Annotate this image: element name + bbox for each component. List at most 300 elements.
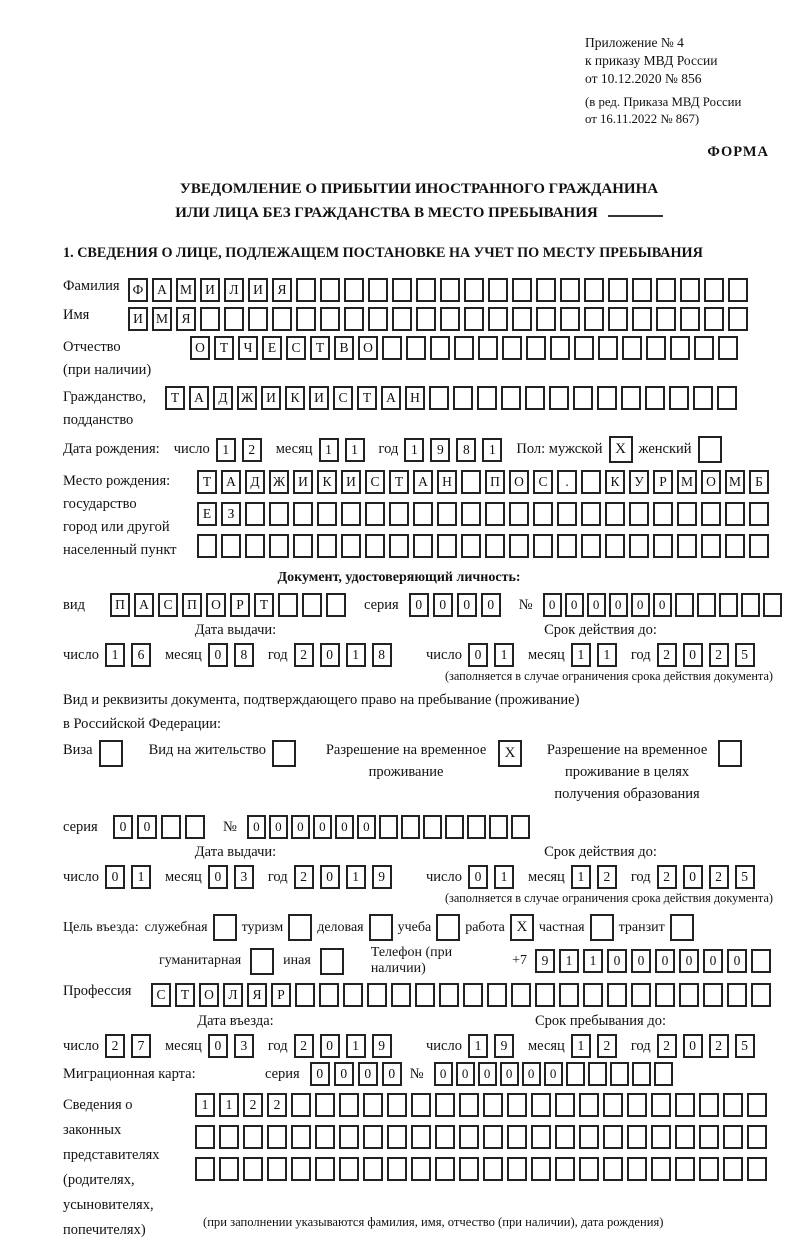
char-box[interactable] bbox=[581, 470, 601, 494]
char-box[interactable]: С bbox=[365, 470, 385, 494]
char-box[interactable]: М bbox=[725, 470, 745, 494]
char-box[interactable] bbox=[608, 307, 628, 331]
char-box[interactable] bbox=[719, 593, 738, 617]
char-box[interactable]: Т bbox=[197, 470, 217, 494]
checkbox-study[interactable] bbox=[436, 914, 460, 941]
char-box[interactable]: С bbox=[158, 593, 178, 617]
char-box[interactable] bbox=[728, 307, 748, 331]
char-box[interactable] bbox=[704, 307, 724, 331]
char-box[interactable] bbox=[717, 386, 737, 410]
char-box[interactable] bbox=[581, 534, 601, 558]
char-box[interactable] bbox=[566, 1062, 585, 1086]
char-box[interactable]: Е bbox=[262, 336, 282, 360]
char-box[interactable]: М bbox=[152, 307, 172, 331]
char-box[interactable] bbox=[725, 502, 745, 526]
char-box[interactable]: М bbox=[176, 278, 196, 302]
char-box[interactable]: 0 bbox=[609, 593, 628, 617]
char-box[interactable] bbox=[411, 1125, 431, 1149]
char-box[interactable] bbox=[437, 534, 457, 558]
char-box[interactable] bbox=[243, 1125, 263, 1149]
char-box[interactable] bbox=[315, 1157, 335, 1181]
char-box[interactable]: Я bbox=[272, 278, 292, 302]
char-box[interactable]: 0 bbox=[320, 865, 340, 889]
char-box[interactable] bbox=[467, 815, 486, 839]
char-box[interactable] bbox=[535, 983, 555, 1007]
checkbox-residence-permit[interactable] bbox=[272, 740, 296, 767]
char-box[interactable]: О bbox=[199, 983, 219, 1007]
char-box[interactable] bbox=[382, 336, 402, 360]
char-box[interactable]: А bbox=[134, 593, 154, 617]
char-box[interactable] bbox=[699, 1157, 719, 1181]
char-box[interactable]: 2 bbox=[709, 643, 729, 667]
char-box[interactable]: 1 bbox=[597, 643, 617, 667]
char-box[interactable] bbox=[725, 534, 745, 558]
char-box[interactable] bbox=[363, 1125, 383, 1149]
char-box[interactable]: 0 bbox=[679, 949, 699, 973]
char-box[interactable] bbox=[488, 307, 508, 331]
char-box[interactable] bbox=[459, 1125, 479, 1149]
char-box[interactable] bbox=[632, 307, 652, 331]
char-box[interactable]: О bbox=[358, 336, 378, 360]
char-box[interactable]: Т bbox=[254, 593, 274, 617]
char-box[interactable]: 3 bbox=[234, 865, 254, 889]
char-box[interactable] bbox=[560, 278, 580, 302]
char-box[interactable] bbox=[387, 1157, 407, 1181]
char-box[interactable]: 1 bbox=[345, 438, 365, 462]
char-box[interactable] bbox=[533, 502, 553, 526]
char-box[interactable] bbox=[560, 307, 580, 331]
char-box[interactable]: 2 bbox=[709, 1034, 729, 1058]
char-box[interactable] bbox=[430, 336, 450, 360]
char-box[interactable] bbox=[416, 307, 436, 331]
char-box[interactable] bbox=[245, 534, 265, 558]
char-box[interactable]: 5 bbox=[735, 1034, 755, 1058]
char-box[interactable]: 0 bbox=[208, 865, 228, 889]
char-box[interactable] bbox=[549, 386, 569, 410]
char-box[interactable] bbox=[295, 983, 315, 1007]
char-box[interactable] bbox=[291, 1157, 311, 1181]
char-box[interactable]: Ж bbox=[269, 470, 289, 494]
checkbox-male[interactable]: X bbox=[609, 436, 633, 463]
char-box[interactable] bbox=[747, 1093, 767, 1117]
char-box[interactable] bbox=[653, 502, 673, 526]
char-box[interactable] bbox=[413, 502, 433, 526]
char-box[interactable]: 1 bbox=[346, 1034, 366, 1058]
char-box[interactable] bbox=[296, 278, 316, 302]
char-box[interactable]: И bbox=[341, 470, 361, 494]
char-box[interactable]: Ф bbox=[128, 278, 148, 302]
char-box[interactable] bbox=[559, 983, 579, 1007]
char-box[interactable]: 2 bbox=[657, 643, 677, 667]
char-box[interactable]: 0 bbox=[683, 865, 703, 889]
char-box[interactable]: 0 bbox=[683, 643, 703, 667]
char-box[interactable] bbox=[550, 336, 570, 360]
char-box[interactable]: 1 bbox=[219, 1093, 239, 1117]
char-box[interactable]: О bbox=[206, 593, 226, 617]
char-box[interactable]: 1 bbox=[195, 1093, 215, 1117]
char-box[interactable] bbox=[320, 278, 340, 302]
char-box[interactable] bbox=[727, 983, 747, 1007]
char-box[interactable] bbox=[269, 502, 289, 526]
char-box[interactable]: 2 bbox=[105, 1034, 125, 1058]
char-box[interactable]: О bbox=[509, 470, 529, 494]
char-box[interactable] bbox=[459, 1157, 479, 1181]
char-box[interactable] bbox=[608, 278, 628, 302]
checkbox-female[interactable] bbox=[698, 436, 722, 463]
char-box[interactable]: 5 bbox=[735, 865, 755, 889]
char-box[interactable] bbox=[651, 1157, 671, 1181]
char-box[interactable]: А bbox=[381, 386, 401, 410]
char-box[interactable]: 0 bbox=[358, 1062, 378, 1086]
char-box[interactable]: Л bbox=[223, 983, 243, 1007]
char-box[interactable] bbox=[415, 983, 435, 1007]
char-box[interactable] bbox=[315, 1125, 335, 1149]
char-box[interactable] bbox=[200, 307, 220, 331]
char-box[interactable] bbox=[531, 1157, 551, 1181]
char-box[interactable] bbox=[411, 1157, 431, 1181]
char-box[interactable]: А bbox=[189, 386, 209, 410]
char-box[interactable] bbox=[485, 534, 505, 558]
char-box[interactable] bbox=[507, 1093, 527, 1117]
char-box[interactable] bbox=[509, 534, 529, 558]
char-box[interactable] bbox=[622, 336, 642, 360]
char-box[interactable] bbox=[588, 1062, 607, 1086]
char-box[interactable] bbox=[278, 593, 298, 617]
char-box[interactable]: Т bbox=[357, 386, 377, 410]
char-box[interactable]: 8 bbox=[234, 643, 254, 667]
char-box[interactable] bbox=[401, 815, 420, 839]
char-box[interactable]: 0 bbox=[683, 1034, 703, 1058]
char-box[interactable] bbox=[718, 336, 738, 360]
char-box[interactable]: 1 bbox=[131, 865, 151, 889]
char-box[interactable] bbox=[531, 1093, 551, 1117]
char-box[interactable] bbox=[751, 949, 771, 973]
char-box[interactable]: 1 bbox=[468, 1034, 488, 1058]
char-box[interactable] bbox=[509, 502, 529, 526]
char-box[interactable] bbox=[267, 1125, 287, 1149]
char-box[interactable] bbox=[675, 1093, 695, 1117]
char-box[interactable] bbox=[574, 336, 594, 360]
char-box[interactable]: 0 bbox=[703, 949, 723, 973]
char-box[interactable]: 1 bbox=[571, 643, 591, 667]
char-box[interactable] bbox=[598, 336, 618, 360]
char-box[interactable] bbox=[507, 1125, 527, 1149]
char-box[interactable] bbox=[219, 1125, 239, 1149]
char-box[interactable] bbox=[627, 1157, 647, 1181]
char-box[interactable]: 0 bbox=[208, 643, 228, 667]
char-box[interactable]: Н bbox=[437, 470, 457, 494]
char-box[interactable] bbox=[224, 307, 244, 331]
char-box[interactable] bbox=[669, 386, 689, 410]
char-box[interactable]: С bbox=[286, 336, 306, 360]
char-box[interactable] bbox=[319, 983, 339, 1007]
char-box[interactable] bbox=[291, 1093, 311, 1117]
char-box[interactable] bbox=[461, 470, 481, 494]
char-box[interactable] bbox=[629, 502, 649, 526]
char-box[interactable] bbox=[573, 386, 593, 410]
char-box[interactable]: 6 bbox=[131, 643, 151, 667]
char-box[interactable]: 3 bbox=[234, 1034, 254, 1058]
char-box[interactable]: И bbox=[200, 278, 220, 302]
char-box[interactable] bbox=[461, 502, 481, 526]
char-box[interactable] bbox=[343, 983, 363, 1007]
char-box[interactable]: 0 bbox=[481, 593, 501, 617]
char-box[interactable] bbox=[411, 1093, 431, 1117]
char-box[interactable] bbox=[603, 1093, 623, 1117]
char-box[interactable]: Д bbox=[213, 386, 233, 410]
char-box[interactable]: 1 bbox=[494, 865, 514, 889]
char-box[interactable] bbox=[293, 502, 313, 526]
char-box[interactable] bbox=[501, 386, 521, 410]
char-box[interactable] bbox=[243, 1157, 263, 1181]
char-box[interactable] bbox=[185, 815, 205, 839]
char-box[interactable]: Л bbox=[224, 278, 244, 302]
char-box[interactable]: Ч bbox=[238, 336, 258, 360]
char-box[interactable] bbox=[699, 1125, 719, 1149]
char-box[interactable]: 0 bbox=[208, 1034, 228, 1058]
char-box[interactable] bbox=[248, 307, 268, 331]
char-box[interactable] bbox=[435, 1125, 455, 1149]
char-box[interactable] bbox=[531, 1125, 551, 1149]
char-box[interactable]: 1 bbox=[494, 643, 514, 667]
char-box[interactable]: М bbox=[677, 470, 697, 494]
char-box[interactable] bbox=[221, 534, 241, 558]
char-box[interactable] bbox=[747, 1125, 767, 1149]
char-box[interactable]: С bbox=[333, 386, 353, 410]
char-box[interactable]: И bbox=[309, 386, 329, 410]
char-box[interactable]: 0 bbox=[137, 815, 157, 839]
char-box[interactable] bbox=[555, 1125, 575, 1149]
char-box[interactable]: Т bbox=[214, 336, 234, 360]
char-box[interactable]: Р bbox=[271, 983, 291, 1007]
char-box[interactable] bbox=[423, 815, 442, 839]
char-box[interactable] bbox=[363, 1157, 383, 1181]
char-box[interactable]: И bbox=[261, 386, 281, 410]
char-box[interactable] bbox=[445, 815, 464, 839]
char-box[interactable]: 1 bbox=[319, 438, 339, 462]
char-box[interactable]: А bbox=[413, 470, 433, 494]
char-box[interactable]: П bbox=[182, 593, 202, 617]
char-box[interactable]: К bbox=[285, 386, 305, 410]
char-box[interactable]: 2 bbox=[242, 438, 262, 462]
char-box[interactable] bbox=[680, 278, 700, 302]
char-box[interactable] bbox=[488, 278, 508, 302]
char-box[interactable] bbox=[363, 1093, 383, 1117]
char-box[interactable]: 0 bbox=[631, 593, 650, 617]
char-box[interactable] bbox=[387, 1093, 407, 1117]
char-box[interactable]: 0 bbox=[113, 815, 133, 839]
char-box[interactable]: 0 bbox=[631, 949, 651, 973]
char-box[interactable] bbox=[416, 278, 436, 302]
char-box[interactable]: 0 bbox=[247, 815, 266, 839]
char-box[interactable]: Д bbox=[245, 470, 265, 494]
char-box[interactable] bbox=[291, 1125, 311, 1149]
char-box[interactable] bbox=[763, 593, 782, 617]
char-box[interactable] bbox=[440, 278, 460, 302]
checkbox-business[interactable] bbox=[369, 914, 393, 941]
char-box[interactable]: Т bbox=[389, 470, 409, 494]
char-box[interactable] bbox=[631, 983, 651, 1007]
char-box[interactable] bbox=[603, 1157, 623, 1181]
char-box[interactable]: 0 bbox=[433, 593, 453, 617]
char-box[interactable] bbox=[326, 593, 346, 617]
char-box[interactable]: 0 bbox=[320, 643, 340, 667]
char-box[interactable] bbox=[605, 502, 625, 526]
char-box[interactable]: 0 bbox=[565, 593, 584, 617]
char-box[interactable]: 0 bbox=[500, 1062, 519, 1086]
char-box[interactable] bbox=[749, 534, 769, 558]
char-box[interactable] bbox=[387, 1125, 407, 1149]
char-box[interactable]: Е bbox=[197, 502, 217, 526]
char-box[interactable] bbox=[610, 1062, 629, 1086]
char-box[interactable] bbox=[502, 336, 522, 360]
char-box[interactable] bbox=[344, 278, 364, 302]
char-box[interactable]: 0 bbox=[478, 1062, 497, 1086]
char-box[interactable] bbox=[701, 502, 721, 526]
char-box[interactable]: З bbox=[221, 502, 241, 526]
char-box[interactable] bbox=[483, 1157, 503, 1181]
char-box[interactable]: П bbox=[110, 593, 130, 617]
char-box[interactable] bbox=[607, 983, 627, 1007]
char-box[interactable] bbox=[293, 534, 313, 558]
char-box[interactable] bbox=[341, 534, 361, 558]
char-box[interactable]: 1 bbox=[482, 438, 502, 462]
checkbox-tourism[interactable] bbox=[288, 914, 312, 941]
char-box[interactable]: 2 bbox=[709, 865, 729, 889]
char-box[interactable]: Я bbox=[176, 307, 196, 331]
char-box[interactable] bbox=[161, 815, 181, 839]
char-box[interactable] bbox=[197, 534, 217, 558]
char-box[interactable] bbox=[435, 1093, 455, 1117]
char-box[interactable] bbox=[477, 386, 497, 410]
char-box[interactable] bbox=[680, 307, 700, 331]
char-box[interactable]: 9 bbox=[372, 1034, 392, 1058]
checkbox-humanitarian[interactable] bbox=[250, 948, 274, 975]
char-box[interactable]: 9 bbox=[372, 865, 392, 889]
char-box[interactable] bbox=[646, 336, 666, 360]
char-box[interactable] bbox=[461, 534, 481, 558]
char-box[interactable] bbox=[267, 1157, 287, 1181]
char-box[interactable]: 1 bbox=[571, 865, 591, 889]
char-box[interactable] bbox=[464, 278, 484, 302]
char-box[interactable]: 0 bbox=[313, 815, 332, 839]
char-box[interactable]: 2 bbox=[657, 865, 677, 889]
char-box[interactable] bbox=[741, 593, 760, 617]
char-box[interactable] bbox=[584, 307, 604, 331]
char-box[interactable] bbox=[605, 534, 625, 558]
char-box[interactable] bbox=[478, 336, 498, 360]
char-box[interactable] bbox=[533, 534, 553, 558]
char-box[interactable]: 0 bbox=[468, 643, 488, 667]
checkbox-transit[interactable] bbox=[670, 914, 694, 941]
char-box[interactable]: 0 bbox=[457, 593, 477, 617]
char-box[interactable] bbox=[269, 534, 289, 558]
char-box[interactable] bbox=[368, 278, 388, 302]
char-box[interactable] bbox=[677, 534, 697, 558]
char-box[interactable] bbox=[675, 593, 694, 617]
char-box[interactable] bbox=[679, 983, 699, 1007]
char-box[interactable]: 0 bbox=[456, 1062, 475, 1086]
char-box[interactable] bbox=[723, 1157, 743, 1181]
checkbox-visa[interactable] bbox=[99, 740, 123, 767]
char-box[interactable] bbox=[459, 1093, 479, 1117]
char-box[interactable]: . bbox=[557, 470, 577, 494]
char-box[interactable]: А bbox=[152, 278, 172, 302]
char-box[interactable]: 0 bbox=[653, 593, 672, 617]
char-box[interactable] bbox=[435, 1157, 455, 1181]
char-box[interactable] bbox=[483, 1093, 503, 1117]
char-box[interactable]: 2 bbox=[597, 865, 617, 889]
char-box[interactable] bbox=[621, 386, 641, 410]
char-box[interactable] bbox=[627, 1125, 647, 1149]
char-box[interactable] bbox=[579, 1125, 599, 1149]
checkbox-work[interactable]: X bbox=[510, 914, 534, 941]
char-box[interactable]: 0 bbox=[334, 1062, 354, 1086]
char-box[interactable] bbox=[656, 278, 676, 302]
char-box[interactable] bbox=[645, 386, 665, 410]
char-box[interactable] bbox=[339, 1157, 359, 1181]
char-box[interactable] bbox=[453, 386, 473, 410]
char-box[interactable]: 0 bbox=[320, 1034, 340, 1058]
char-box[interactable] bbox=[699, 1093, 719, 1117]
char-box[interactable]: 0 bbox=[409, 593, 429, 617]
char-box[interactable] bbox=[584, 278, 604, 302]
char-box[interactable] bbox=[392, 307, 412, 331]
char-box[interactable] bbox=[632, 1062, 651, 1086]
char-box[interactable]: 0 bbox=[607, 949, 627, 973]
char-box[interactable] bbox=[751, 983, 771, 1007]
char-box[interactable]: Т bbox=[165, 386, 185, 410]
char-box[interactable] bbox=[555, 1093, 575, 1117]
char-box[interactable]: 2 bbox=[657, 1034, 677, 1058]
char-box[interactable] bbox=[391, 983, 411, 1007]
char-box[interactable] bbox=[656, 307, 676, 331]
char-box[interactable]: 1 bbox=[105, 643, 125, 667]
char-box[interactable]: 1 bbox=[216, 438, 236, 462]
char-box[interactable]: 2 bbox=[294, 643, 314, 667]
char-box[interactable]: 0 bbox=[310, 1062, 330, 1086]
char-box[interactable] bbox=[302, 593, 322, 617]
char-box[interactable] bbox=[489, 815, 508, 839]
char-box[interactable] bbox=[701, 534, 721, 558]
char-box[interactable] bbox=[651, 1093, 671, 1117]
char-box[interactable] bbox=[195, 1157, 215, 1181]
char-box[interactable] bbox=[485, 502, 505, 526]
char-box[interactable]: С bbox=[533, 470, 553, 494]
char-box[interactable] bbox=[703, 983, 723, 1007]
checkbox-private[interactable] bbox=[590, 914, 614, 941]
char-box[interactable] bbox=[557, 534, 577, 558]
checkbox-other[interactable] bbox=[320, 948, 344, 975]
checkbox-temp-residence[interactable]: X bbox=[498, 740, 522, 767]
char-box[interactable] bbox=[723, 1093, 743, 1117]
char-box[interactable]: 1 bbox=[571, 1034, 591, 1058]
char-box[interactable] bbox=[597, 386, 617, 410]
char-box[interactable] bbox=[655, 983, 675, 1007]
char-box[interactable]: 0 bbox=[382, 1062, 402, 1086]
char-box[interactable] bbox=[583, 983, 603, 1007]
char-box[interactable]: У bbox=[629, 470, 649, 494]
char-box[interactable] bbox=[219, 1157, 239, 1181]
char-box[interactable] bbox=[536, 278, 556, 302]
char-box[interactable] bbox=[320, 307, 340, 331]
char-box[interactable] bbox=[653, 534, 673, 558]
checkbox-temp-residence-education[interactable] bbox=[718, 740, 742, 767]
char-box[interactable]: К bbox=[605, 470, 625, 494]
char-box[interactable] bbox=[367, 983, 387, 1007]
char-box[interactable]: И bbox=[293, 470, 313, 494]
char-box[interactable] bbox=[365, 534, 385, 558]
